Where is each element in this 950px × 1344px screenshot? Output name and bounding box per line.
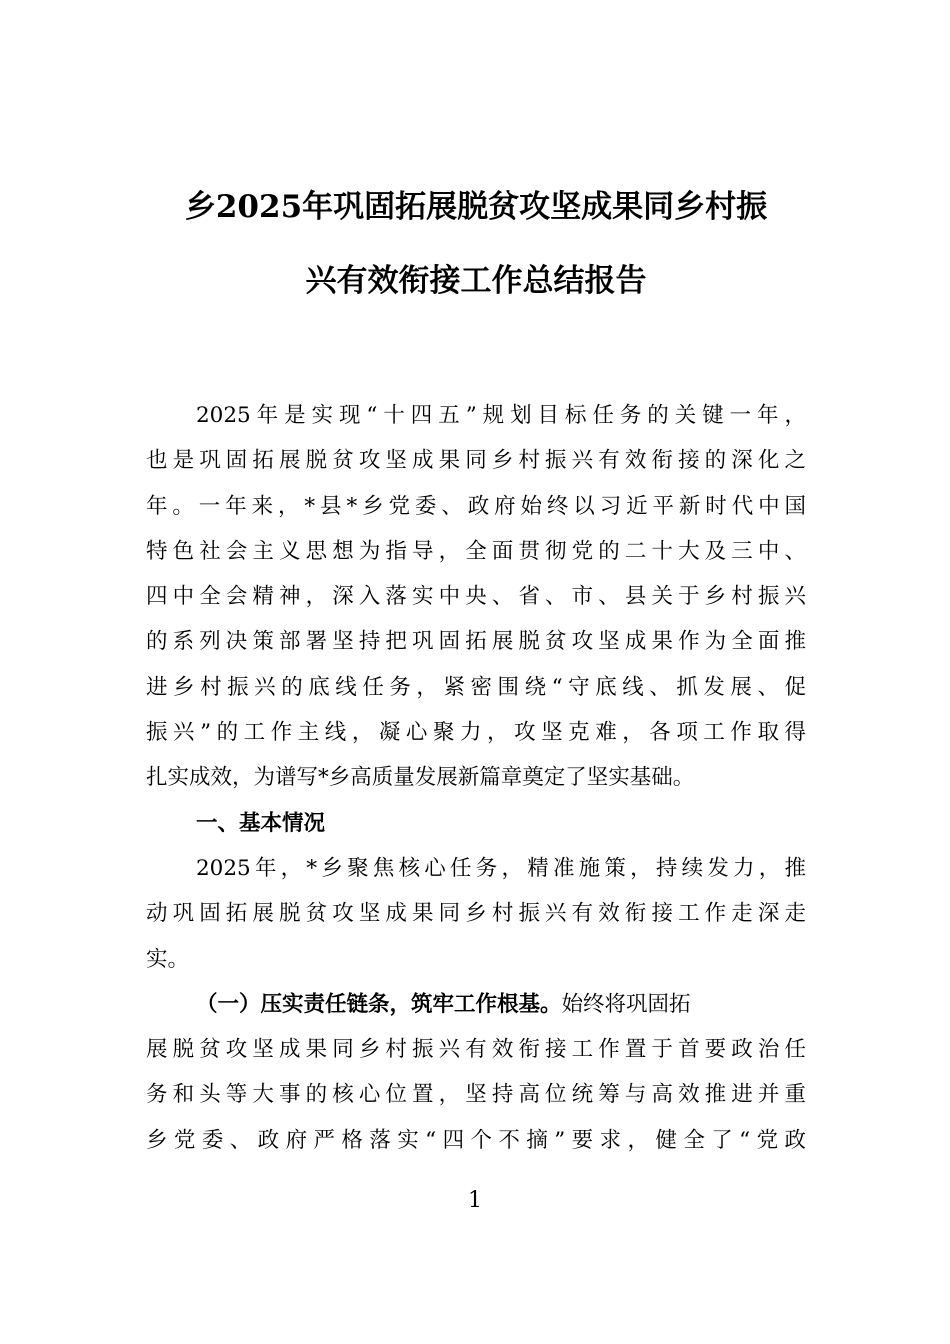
title-line: 兴有效衔接工作总结报告 [305,263,647,299]
paragraph-line: 乡党委、政府严格落实“四个不摘”要求，健全了“党政 [146,1127,806,1153]
paragraph-line: 展脱贫攻坚成果同乡村振兴有效衔接工作置于首要政治任 [146,1037,806,1063]
paragraph-line: 动巩固拓展脱贫攻坚成果同乡村振兴有效衔接工作走深走 [146,901,806,927]
paragraph-line: 四中全会精神，深入落实中央、省、市、县关于乡村振兴 [146,584,806,610]
paragraph-line: 振兴”的工作主线，凝心聚力，攻坚克难，各项工作取得 [146,720,806,746]
section-heading: 一、基本情况 [196,810,326,836]
subsection-line [146,982,806,1027]
paragraph-line: 务和头等大事的核心位置，坚持高位统筹与高效推进并重 [146,1082,806,1108]
paragraph-line: 特色社会主义思想为指导，全面贯彻党的二十大及三中、 [146,538,806,564]
subsection-heading: （一）压实责任链条，筑牢工作根基。 [196,991,562,1017]
paragraph-line: 2025年，*乡聚焦核心任务，精准施策，持续发力，推 [196,855,806,881]
paragraph-text: 始终将巩固拓 [561,991,691,1017]
paragraph-line: 扎实成效，为谱写*乡高质量发展新篇章奠定了坚实基础。 [146,765,695,791]
title-line: 乡2025年巩固拓展脱贫攻坚成果同乡村振 [184,189,768,225]
paragraph-line: 年。一年来，*县*乡党委、政府始终以习近平新时代中国 [146,493,806,519]
paragraph-line: 也是巩固拓展脱贫攻坚成果同乡村振兴有效衔接的深化之 [146,448,806,474]
document-body [146,393,806,1163]
document-title [146,170,806,318]
page-number: 1 [468,1188,482,1213]
paragraph-line: 实。 [146,946,190,972]
paragraph-line: 2025年是实现“十四五”规划目标任务的关键一年， [196,403,806,428]
paragraph-line: 的系列决策部署坚持把巩固拓展脱贫攻坚成果作为全面推 [146,629,806,655]
paragraph-line: 进乡村振兴的底线任务，紧密围绕“守底线、抓发展、促 [146,674,806,700]
